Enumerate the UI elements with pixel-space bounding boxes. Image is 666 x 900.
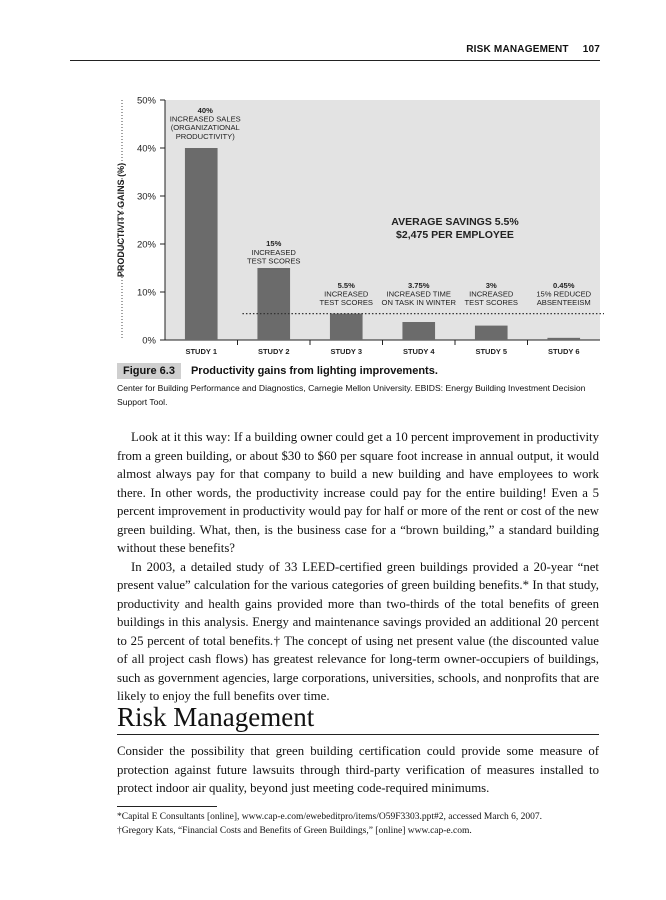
- y-tick-label: 50%: [136, 95, 156, 107]
- bar-3: [330, 314, 363, 340]
- bar-label-1: INCREASED SALES: [169, 114, 241, 124]
- bar-label-1: PRODUCTIVITY): [175, 131, 235, 141]
- bar-label-6: 0.45%: [552, 281, 575, 290]
- body-paragraph-1: Look at it this way: If a building owner could get a 10 percent improvement in productivity from a green building, or about $30 to $60 per square foot increase in annual output, it would almost always pay for that company to build a new building and have employees to work there. In other words, the productivity increase could pay for the entire building! Even a 5 percent improvement in productivity would pay for half or more of the rent or cost of the new green building. What, then, is the business case for a “brown building,” a standard building without these benefits?: [117, 430, 599, 555]
- x-category-label: STUDY 6: [547, 347, 580, 356]
- bar-label-6: ABSENTEEISM: [536, 298, 591, 308]
- running-head-text: [466, 44, 600, 55]
- figure-source: Center for Building Performance and Diagnostics, Carnegie Mellon University. EBIDS: Energy Building Investment Decision Support Tool.: [117, 383, 586, 407]
- bar-label-3: INCREASED: [324, 289, 369, 299]
- y-tick-label: 10%: [136, 287, 156, 299]
- figure-title: Productivity gains from lighting improvements.: [190, 365, 438, 377]
- x-category-label: STUDY 3: [330, 347, 363, 356]
- bar-label-5: INCREASED: [469, 289, 514, 299]
- bar-5: [475, 326, 508, 340]
- bar-4: [402, 322, 435, 340]
- bar-label-3: 5.5%: [337, 281, 355, 290]
- bar-label-4: INCREASED TIME: [386, 289, 451, 299]
- chart-annotation-line-2: $2,475 PER EMPLOYEE: [396, 229, 514, 241]
- bar-label-6: 15% REDUCED: [536, 289, 592, 299]
- running-head-title: RISK MANAGEMENT: [466, 44, 569, 55]
- bar-label-4: 3.75%: [407, 281, 430, 290]
- footnote-2: †Gregory Kats, “Financial Costs and Benefits of Green Buildings,” [online] www.cap-e.com.: [117, 826, 472, 836]
- bar-label-2: INCREASED: [251, 247, 296, 257]
- x-category-label: STUDY 4: [402, 347, 435, 356]
- bar-label-2: TEST SCORES: [247, 256, 301, 266]
- bar-1: [185, 148, 218, 340]
- bar-6: [547, 338, 580, 340]
- figure-caption: [117, 363, 607, 409]
- footnote-1: *Capital E Consultants [online], www.cap-e.com/ewebeditpro/items/O59F3303.ppt#2, accessed March 6, 2007.: [117, 812, 542, 822]
- figure-caption-row: [117, 363, 607, 379]
- bar-2: [257, 268, 290, 340]
- x-category-label: STUDY 2: [257, 347, 290, 356]
- bar-label-5: 3%: [485, 281, 497, 290]
- figure-label: Figure 6.3: [117, 363, 181, 379]
- running-head: [70, 44, 600, 61]
- page-number: 107: [582, 44, 600, 55]
- x-category-label: STUDY 5: [475, 347, 508, 356]
- bar-label-5: TEST SCORES: [464, 298, 518, 308]
- section-body: [117, 742, 599, 798]
- bar-label-1: 40%: [197, 106, 213, 115]
- y-tick-label: 0%: [142, 335, 156, 347]
- y-tick-label: 40%: [136, 143, 156, 155]
- chart-ylabel: PRODUCTIVITY GAINS (%): [116, 162, 126, 278]
- footnotes: [117, 806, 599, 838]
- y-tick-label: 30%: [136, 191, 156, 203]
- chart-x-categories: [185, 340, 579, 356]
- x-category-label: STUDY 1: [185, 347, 218, 356]
- y-tick-label: 20%: [136, 239, 156, 251]
- bar-label-1: (ORGANIZATIONAL: [170, 123, 240, 133]
- chart-y-ticks: [137, 96, 165, 347]
- bar-label-3: TEST SCORES: [319, 298, 373, 308]
- section-heading: Risk Management: [117, 700, 599, 735]
- body-paragraph-2: In 2003, a detailed study of 33 LEED-certified green buildings provided a 20-year “net present value” calculation for the various categories of green building benefits.* In that study, productivity and health gains provided more than two-thirds of the total benefits of green buildings in this analysis. Energy and maintenance savings provided an additional 20 percent to 25 percent of total benefits.† The concept of using net present value (the discounted value of all project cash flows) has greatest relevance for long-term owner-occupiers of buildings, such as government agencies, large corporations, universities, schools, and nonprofits that are likely to enjoy the full benefits over time.: [117, 559, 599, 703]
- bar-label-4: ON TASK IN WINTER: [381, 298, 456, 308]
- chart-annotation-line-1: AVERAGE SAVINGS 5.5%: [391, 216, 519, 228]
- productivity-bar-chart: [110, 88, 605, 363]
- footnote-rule: [117, 806, 217, 807]
- body-text: [117, 428, 599, 706]
- section-paragraph: Consider the possibility that green building certification could provide some measure of protection against future lawsuits through third-party verification of measures installed to protect indoor air quality, beyond just meeting code-required minimums.: [117, 744, 599, 795]
- bar-label-2: 15%: [266, 239, 282, 249]
